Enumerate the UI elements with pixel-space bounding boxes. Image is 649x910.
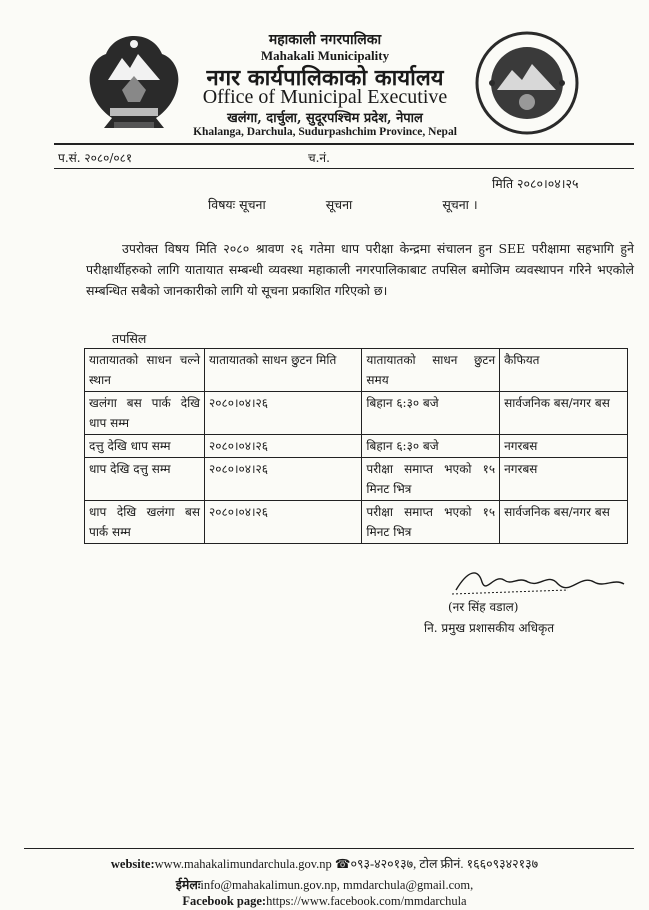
table-cell: बिहान ६:३० बजे: [362, 392, 500, 435]
table-header-cell: यातायातको साधन छुटन समय: [362, 349, 500, 392]
table-header-cell: यातायातको साधन चल्ने स्थान: [85, 349, 205, 392]
table-row: [85, 458, 628, 501]
signatory-name: (नर सिंह वडाल): [448, 600, 519, 614]
table-cell: सार्वजनिक बस/नगर बस: [500, 501, 628, 544]
email-label: ईमेलः: [175, 878, 201, 892]
website-link[interactable]: www.mahakalimundarchula.gov.np: [154, 857, 332, 871]
footer-divider: [24, 848, 634, 849]
table-cell: धाप देखि खलंगा बस पार्क सम्म: [85, 501, 205, 544]
notice-subject: [208, 196, 478, 213]
facebook-label: Facebook page:: [182, 894, 267, 908]
footer-email-line: [0, 876, 649, 893]
email-link[interactable]: info@mahakalimun.gov.np, mmdarchula@gmail.com,: [200, 878, 474, 892]
org-name-english: Mahakali Municipality: [260, 48, 390, 63]
office-name-nepali: नगर कार्यपालिकाको कार्यालय: [206, 65, 444, 91]
table-cell: २०८०।०४।२६: [205, 435, 362, 458]
table-header-row: [85, 349, 628, 392]
footer-facebook-line: [0, 894, 649, 909]
table-cell: परीक्षा समाप्त भएको १५ मिनट भित्र: [362, 458, 500, 501]
notice-body-text: उपरोक्त विषय मिति २०८० श्रावण २६ गतेमा धाप परीक्षा केन्द्रमा संचालन हुन SEE परीक्षामा सहभागि हुने परीक्षार्थीहरुको लागि यातायात सम्बन्धी व्यवस्था महाकाली नगरपालिकाबाट तपसिल बमोजिम व्यवस्थापन गरिने भएकोले सम्बन्धित सबैको जानकारीको लागि यो सूचना प्रकाशित गरिएको छ।: [86, 241, 634, 298]
table-row: [85, 435, 628, 458]
nepal-emblem-icon: [80, 32, 188, 134]
table-header-cell: यातायातको साधन छुटन मिति: [205, 349, 362, 392]
table-row: [85, 392, 628, 435]
table-row: [85, 501, 628, 544]
table-cell: धाप देखि दत्तु सम्म: [85, 458, 205, 501]
website-label: website:: [110, 857, 155, 871]
notice-date: मिति २०८०।०४।२५: [492, 176, 579, 191]
table-cell: नगरबस: [500, 435, 628, 458]
notice-body: [86, 238, 634, 301]
subject-word-3: सूचना ।: [442, 197, 478, 212]
subject-word-2: सूचना: [325, 197, 353, 212]
address-nepali: खलंगा, दार्चुला, सुदूरपश्चिम प्रदेश, नेपाल: [227, 111, 423, 126]
dispatch-number: च.नं.: [308, 151, 330, 165]
footer-contact-line: [0, 855, 649, 872]
table-cell: २०८०।०४।२६: [205, 501, 362, 544]
org-name-nepali: महाकाली नगरपालिका: [268, 32, 382, 48]
office-name-english: Office of Municipal Executive: [202, 86, 448, 108]
table-caption: तपसिल: [112, 331, 147, 346]
table-cell: २०८०।०४।२६: [205, 458, 362, 501]
table-header-cell: कैफियत: [500, 349, 628, 392]
subject-label: विषयः सूचना: [208, 197, 266, 212]
municipality-seal-icon: [472, 28, 582, 138]
facebook-link[interactable]: https://www.facebook.com/mmdarchula: [266, 894, 467, 908]
table-cell: २०८०।०४।२६: [205, 392, 362, 435]
table-cell: नगरबस: [500, 458, 628, 501]
transport-schedule-table: [84, 348, 628, 544]
table-cell: सार्वजनिक बस/नगर बस: [500, 392, 628, 435]
phone-text: ☎०९३-४२०१३७, टोल फ्रीनं. १६६०९३४२१३७: [334, 857, 539, 871]
table-cell: खलंगा बस पार्क देखि धाप सम्म: [85, 392, 205, 435]
table-cell: परीक्षा समाप्त भएको १५ मिनट भित्र: [362, 501, 500, 544]
table-cell: दत्तु देखि धाप सम्म: [85, 435, 205, 458]
header-divider: [54, 143, 634, 145]
reference-number: प.सं. २०८०/०८१: [58, 151, 133, 165]
signatory-title: नि. प्रमुख प्रशासकीय अधिकृत: [424, 621, 555, 635]
reference-divider: [54, 168, 634, 169]
address-english: Khalanga, Darchula, Sudurpashchim Province, Nepal: [193, 126, 457, 138]
table-cell: बिहान ६:३० बजे: [362, 435, 500, 458]
